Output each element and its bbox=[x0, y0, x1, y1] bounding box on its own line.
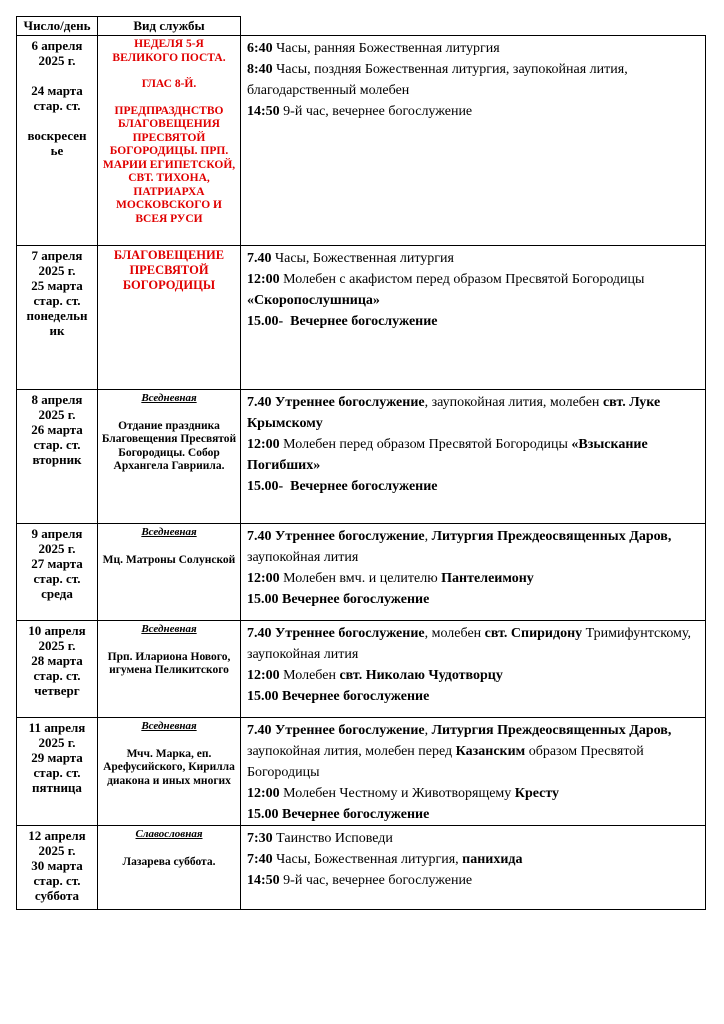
table-row bbox=[17, 621, 706, 718]
service-line: 7.40 Утреннее богослужение, Литургия Преждеосвященных Даров, заупокойная лития bbox=[247, 529, 672, 565]
table-row bbox=[17, 390, 706, 524]
service-line: 7:30 Таинство Исповеди bbox=[247, 831, 393, 846]
service-type: Вседневная bbox=[141, 720, 197, 732]
saint-commemoration: Лазарева суббота. bbox=[122, 855, 216, 868]
year: 2025 г. bbox=[38, 407, 76, 422]
services-cell bbox=[241, 718, 706, 826]
service-line: 12:00 Молебен перед образом Пресвятой Богородицы «Взыскание Погибших» bbox=[247, 437, 648, 473]
table-row bbox=[17, 826, 706, 910]
weekday: вторник bbox=[32, 452, 82, 467]
feast-cell bbox=[98, 524, 241, 621]
old-style: стар. ст. bbox=[33, 571, 81, 586]
weekday: воскресен bbox=[27, 128, 87, 143]
services-cell bbox=[241, 390, 706, 524]
table-row bbox=[17, 246, 706, 390]
date: 8 апреля bbox=[31, 392, 83, 407]
date: 7 апреля bbox=[31, 248, 83, 263]
date: 6 апреля bbox=[31, 38, 83, 53]
old-date: 25 марта bbox=[31, 278, 83, 293]
service-line: 15.00 Вечернее богослужение bbox=[247, 807, 430, 822]
date: 12 апреля bbox=[28, 828, 86, 843]
service-line: 12:00 Молебен вмч. и целителю Пантелеимону bbox=[247, 571, 534, 586]
service-line: 6:40 Часы, ранняя Божественная литургия bbox=[247, 41, 500, 56]
table-row bbox=[17, 718, 706, 826]
service-line: 14:50 9-й час, вечернее богослужение bbox=[247, 104, 473, 119]
feast-line: ГЛАС 8-Й. bbox=[141, 78, 197, 90]
service-line: 7.40 Утреннее богослужение, Литургия Преждеосвященных Даров, заупокойная лития, молебен перед Казанским образом Пресвятой Богородицы bbox=[247, 723, 672, 780]
date-cell bbox=[17, 826, 98, 910]
feast-cell bbox=[98, 826, 241, 910]
feast-cell bbox=[98, 36, 241, 246]
year: 2025 г. bbox=[38, 638, 76, 653]
services-cell bbox=[241, 826, 706, 910]
service-line: 7:40 Часы, Божественная литургия, панихида bbox=[247, 852, 523, 867]
feast-cell bbox=[98, 718, 241, 826]
date-cell bbox=[17, 718, 98, 826]
old-date: 24 марта bbox=[31, 83, 83, 98]
feast-line: НЕДЕЛЯ 5-Я ВЕЛИКОГО ПОСТА. bbox=[112, 38, 226, 64]
year: 2025 г. bbox=[38, 843, 76, 858]
old-date: 30 марта bbox=[31, 858, 83, 873]
service-line: 8:40 Часы, поздняя Божественная литургия, заупокойная лития, благодарственный молебен bbox=[247, 62, 628, 98]
year: 2025 г. bbox=[38, 541, 76, 556]
service-line: 15.00 Вечернее богослужение bbox=[247, 689, 430, 704]
weekday: четверг bbox=[34, 683, 80, 698]
feast-line: ПРЕДПРАЗДНСТВО БЛАГОВЕЩЕНИЯ ПРЕСВЯТОЙ БОГОРОДИЦЫ. ПРП. МАРИИ ЕГИПЕТСКОЙ, СВТ. ТИХОНА, ПАТРИАРХА МОСКОВСКОГО И ВСЕЯ РУСИ bbox=[102, 104, 236, 225]
old-style: стар. ст. bbox=[33, 765, 81, 780]
old-style: стар. ст. bbox=[33, 293, 81, 308]
header-blank bbox=[241, 17, 706, 36]
service-line: 7.40 Часы, Божественная литургия bbox=[247, 251, 454, 266]
schedule-table bbox=[16, 16, 706, 910]
table-row bbox=[17, 36, 706, 246]
year: 2025 г. bbox=[38, 735, 76, 750]
saint-commemoration: Отдание праздника Благовещения Пресвятой Богородицы. Собор Архангела Гавриила. bbox=[101, 419, 237, 472]
date-column-header: Число/день bbox=[17, 17, 98, 36]
feast-cell bbox=[98, 621, 241, 718]
year: 2025 г. bbox=[38, 53, 76, 68]
service-line: 14:50 9-й час, вечернее богослужение bbox=[247, 873, 473, 888]
old-style: стар. ст. bbox=[33, 668, 81, 683]
weekday: понедельн bbox=[26, 308, 88, 323]
weekday: среда bbox=[41, 586, 73, 601]
weekday-cont: ик bbox=[49, 323, 65, 338]
date-cell bbox=[17, 36, 98, 246]
services-cell bbox=[241, 246, 706, 390]
service-type: Славословная bbox=[135, 828, 203, 840]
old-date: 27 марта bbox=[31, 556, 83, 571]
old-date: 29 марта bbox=[31, 750, 83, 765]
old-style: стар. ст. bbox=[33, 437, 81, 452]
service-line: 7.40 Утреннее богослужение, молебен свт. Спиридону Тримифунтскому, заупокойная лития bbox=[247, 626, 692, 662]
service-line: 7.40 Утреннее богослужение, заупокойная лития, молебен свт. Луке Крымскому bbox=[247, 395, 661, 431]
saint-commemoration: Мчч. Марка, еп. Арефусийского, Кирилла диакона и иных многих bbox=[103, 747, 235, 787]
old-date: 28 марта bbox=[31, 653, 83, 668]
service-line: 15.00 Вечернее богослужение bbox=[247, 592, 430, 607]
weekday: суббота bbox=[34, 888, 80, 903]
service-line: 12:00 Молебен свт. Николаю Чудотворцу bbox=[247, 668, 503, 683]
saint-commemoration: Прп. Илариона Нового, игумена Пеликитского bbox=[107, 650, 231, 676]
date: 10 апреля bbox=[28, 623, 86, 638]
date: 9 апреля bbox=[31, 526, 83, 541]
feast-title: БЛАГОВЕЩЕНИЕ ПРЕСВЯТОЙ БОГОРОДИЦЫ bbox=[113, 248, 225, 292]
weekday: пятница bbox=[32, 780, 82, 795]
saint-commemoration: Мц. Матроны Солунской bbox=[102, 553, 236, 566]
service-type: Вседневная bbox=[141, 526, 197, 538]
service-type: Вседневная bbox=[141, 392, 197, 404]
year: 2025 г. bbox=[38, 263, 76, 278]
weekday-cont: ье bbox=[50, 143, 64, 158]
header-row bbox=[17, 17, 706, 36]
feast-cell bbox=[98, 246, 241, 390]
services-cell bbox=[241, 524, 706, 621]
date-cell bbox=[17, 246, 98, 390]
services-cell bbox=[241, 621, 706, 718]
feast-cell bbox=[98, 390, 241, 524]
services-cell bbox=[241, 36, 706, 246]
service-column-header: Вид службы bbox=[98, 17, 241, 36]
service-line: 12:00 Молебен с акафистом перед образом Пресвятой Богородицы «Скоропослушница» bbox=[247, 272, 645, 308]
date-cell bbox=[17, 390, 98, 524]
service-line: 15.00- Вечернее богослужение bbox=[247, 314, 438, 329]
old-style: стар. ст. bbox=[33, 873, 81, 888]
old-style: стар. ст. bbox=[33, 98, 81, 113]
service-line: 15.00- Вечернее богослужение bbox=[247, 479, 438, 494]
service-type: Вседневная bbox=[141, 623, 197, 635]
table-row bbox=[17, 524, 706, 621]
date-cell bbox=[17, 524, 98, 621]
old-date: 26 марта bbox=[31, 422, 83, 437]
date-cell bbox=[17, 621, 98, 718]
date: 11 апреля bbox=[28, 720, 86, 735]
service-line: 12:00 Молебен Честному и Животворящему Кресту bbox=[247, 786, 560, 801]
